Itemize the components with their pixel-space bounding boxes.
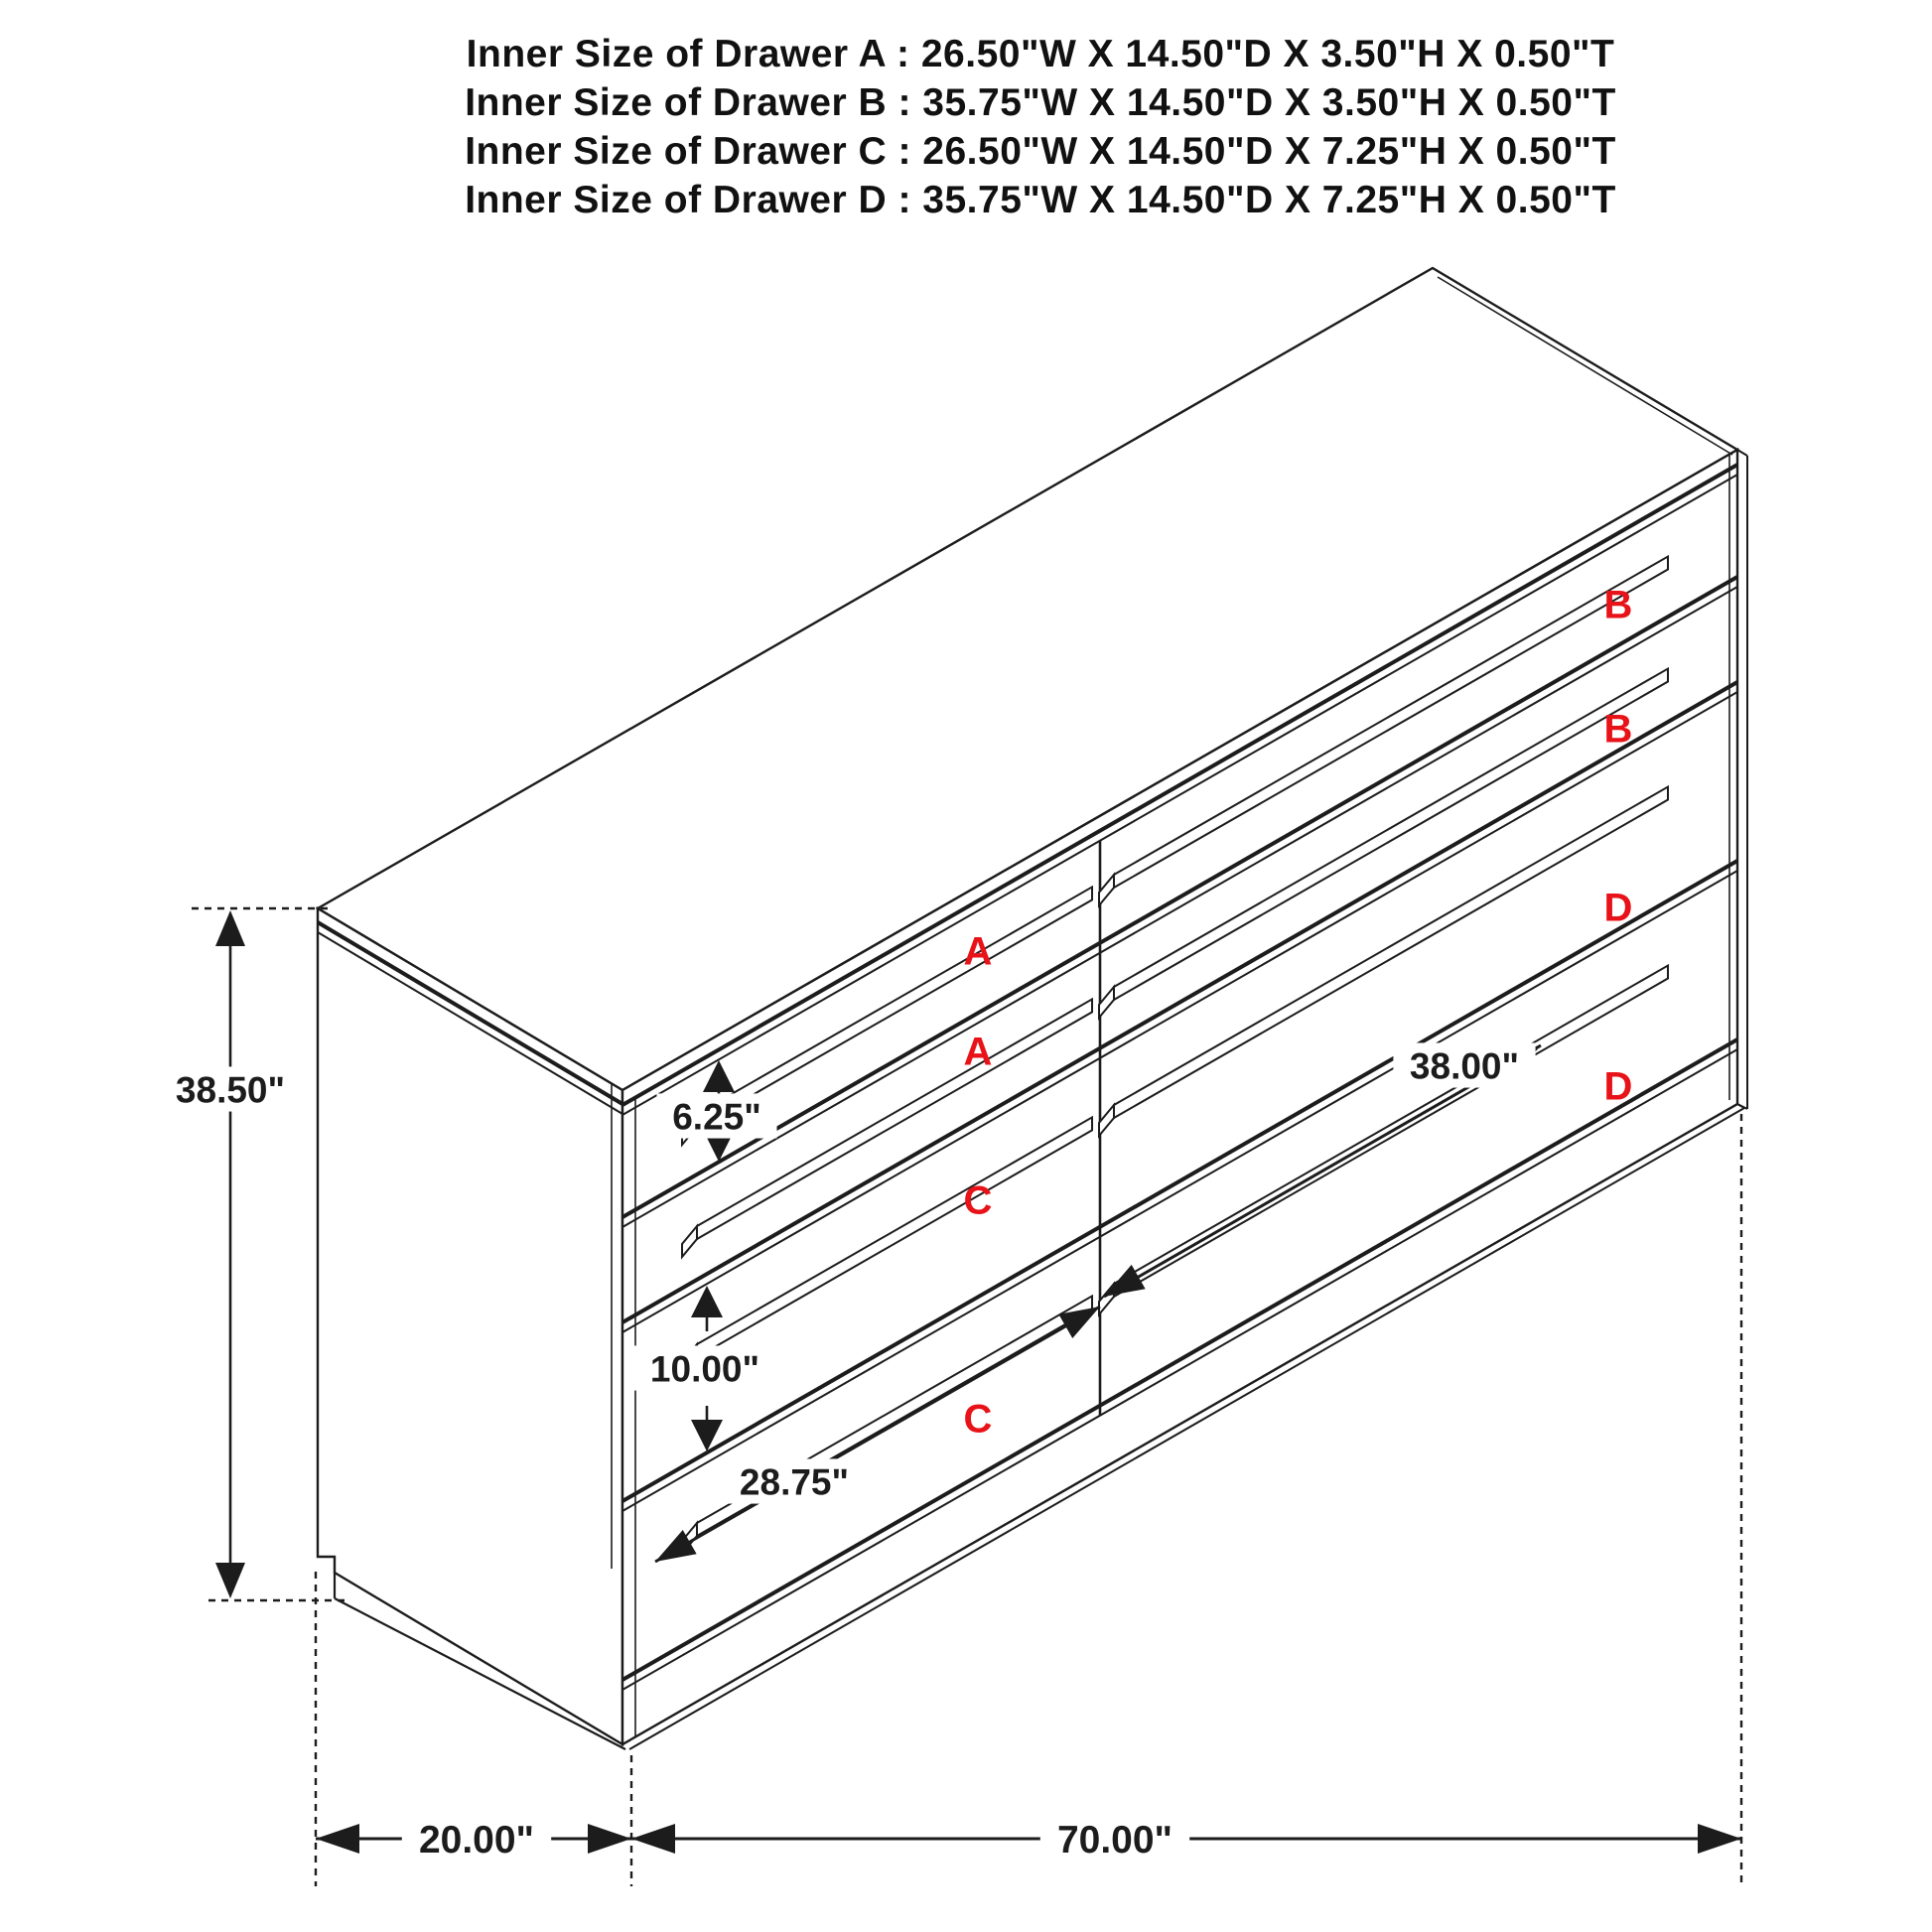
dimension-drawer-a-height-label: 6.25"	[672, 1096, 761, 1138]
dimension-right-drawer-width-label: 38.00"	[1409, 1045, 1520, 1087]
drawer-label-c-5: C	[963, 1397, 993, 1442]
drawer-label-b-3: B	[1603, 707, 1633, 752]
drawer-label-c-4: C	[963, 1178, 993, 1223]
header-line-drawer-b: Inner Size of Drawer B : 35.75"W X 14.50"D X 3.50"H X 0.50"T	[465, 81, 1616, 124]
drawer-label-b-2: B	[1603, 583, 1633, 627]
drawer-label-d-6: D	[1603, 886, 1633, 930]
dimension-overall-height-label: 38.50"	[175, 1069, 286, 1111]
dimension-cabinet-width-label: 70.00"	[1056, 1819, 1173, 1863]
header-line-drawer-d: Inner Size of Drawer D : 35.75"W X 14.50"D X 7.25"H X 0.50"T	[465, 179, 1616, 221]
dimension-left-drawer-width-label: 28.75"	[739, 1461, 850, 1503]
dimension-cabinet-depth-arrow-left	[316, 1824, 359, 1854]
dimension-cabinet-width-arrow-left	[631, 1824, 675, 1854]
dimension-overall-height-arrow-down	[215, 1563, 245, 1598]
drawer-label-d-7: D	[1603, 1064, 1633, 1109]
header-line-drawer-c: Inner Size of Drawer C : 26.50"W X 14.50"D X 7.25"H X 0.50"T	[465, 130, 1616, 173]
drawer-label-a-1: A	[963, 1030, 993, 1074]
dimension-cabinet-depth-arrow-right	[588, 1824, 631, 1854]
right-panel-top-edge	[1737, 450, 1747, 456]
dimension-cabinet-depth-label: 20.00"	[418, 1819, 535, 1863]
dimension-overall-height-arrow-up	[215, 910, 245, 946]
dimension-cabinet-width-arrow-right	[1698, 1824, 1741, 1854]
header-line-drawer-a: Inner Size of Drawer A : 26.50"W X 14.50"D X 3.50"H X 0.50"T	[466, 33, 1615, 75]
dimension-drawer-c-height-label: 10.00"	[649, 1348, 760, 1390]
drawer-label-a-0: A	[963, 929, 993, 974]
